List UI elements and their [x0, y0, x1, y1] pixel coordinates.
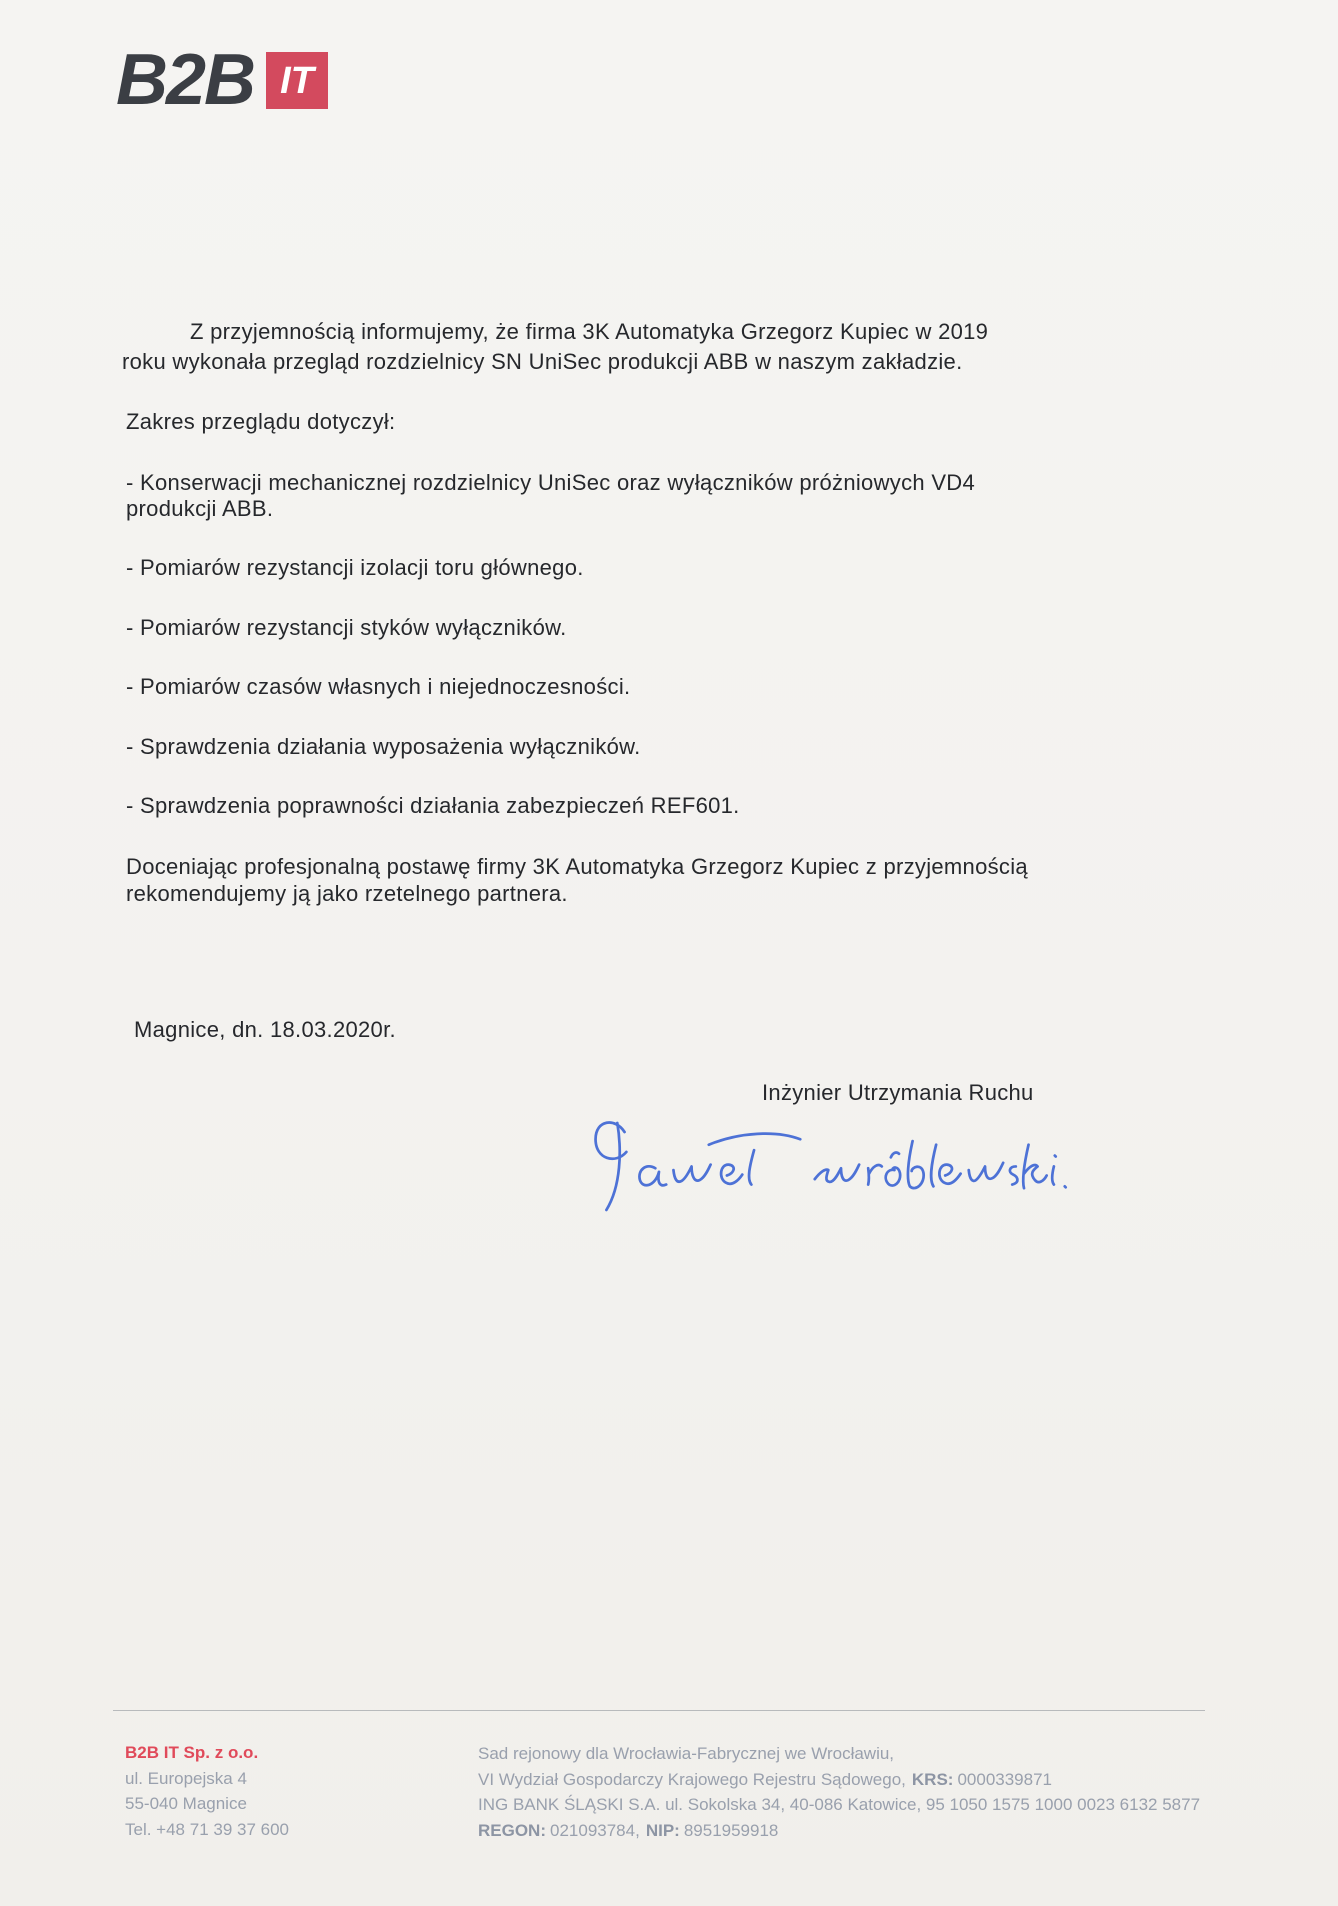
- footer-phone: Tel. +48 71 39 37 600: [125, 1819, 289, 1839]
- scope-heading: Zakres przeglądu dotyczył:: [126, 409, 396, 434]
- footer-regon-label: REGON:: [478, 1820, 546, 1840]
- intro-line-2: roku wykonała przegląd rozdzielnicy SN UniSec produkcji ABB w naszym zakładzie.: [122, 349, 963, 374]
- scope-item-6: - Sprawdzenia poprawności działania zabezpieczeń REF601.: [126, 793, 740, 818]
- scope-item-1-line-1: - Konserwacji mechanicznej rozdzielnicy UniSec oraz wyłączników próżniowych VD4: [126, 470, 976, 495]
- footer-krs-value: 0000339871: [957, 1769, 1052, 1789]
- footer-company-name: B2B IT Sp. z o.o.: [125, 1743, 259, 1762]
- logo-it-badge: [266, 52, 328, 109]
- footer-company-block: [125, 1740, 289, 1842]
- footer-registry-block: [478, 1741, 1200, 1843]
- closing-line-1: Doceniając profesjonalną postawę firmy 3K Automatyka Grzegorz Kupiec z przyjemnością: [126, 854, 1028, 879]
- scope-item-5: - Sprawdzenia działania wyposażenia wyłączników.: [126, 734, 641, 759]
- footer-bank-line: ING BANK ŚLĄSKI S.A. ul. Sokolska 34, 40-086 Katowice, 95 1050 1575 1000 0023 6132 5877: [478, 1795, 1201, 1814]
- signature-image: [572, 1112, 1072, 1242]
- logo-badge-label: IT: [280, 59, 314, 102]
- footer-regon-nip-line: [478, 1818, 1200, 1844]
- scope-item-1-line-2: produkcji ABB.: [126, 496, 274, 521]
- signer-title: Inżynier Utrzymania Ruchu: [762, 1080, 1034, 1105]
- intro-line-1: Z przyjemnością informujemy, że firma 3K Automatyka Grzegorz Kupiec w 2019: [190, 319, 989, 344]
- footer-nip-label: NIP:: [645, 1820, 680, 1840]
- date-line: Magnice, dn. 18.03.2020r.: [134, 1017, 396, 1042]
- closing-line-2: rekomendujemy ją jako rzetelnego partnera.: [126, 881, 568, 906]
- scope-item-4: - Pomiarów czasów własnych i niejednoczesności.: [126, 674, 631, 699]
- footer-address-street: ul. Europejska 4: [125, 1768, 247, 1788]
- scope-item-2: - Pomiarów rezystancji izolacji toru głównego.: [126, 555, 584, 580]
- signature-strokes: [572, 1112, 1072, 1239]
- footer-nip-value: 8951959918: [683, 1820, 779, 1840]
- footer-regon-value: 021093784,: [550, 1820, 640, 1840]
- company-logo: [116, 40, 255, 120]
- footer-address-city: 55-040 Magnice: [125, 1794, 247, 1813]
- footer-divider: [113, 1710, 1205, 1711]
- footer-court-line: Sad rejonowy dla Wrocławia-Fabrycznej we Wrocławiu,: [478, 1744, 895, 1763]
- scope-item-3: - Pomiarów rezystancji styków wyłączników.: [126, 615, 567, 640]
- footer-krs-text: VI Wydział Gospodarczy Krajowego Rejestru Sądowego,: [478, 1769, 906, 1789]
- footer-krs-line: [478, 1767, 1200, 1793]
- logo-wordmark: B2B: [116, 40, 255, 120]
- footer-krs-label: KRS:: [911, 1769, 954, 1789]
